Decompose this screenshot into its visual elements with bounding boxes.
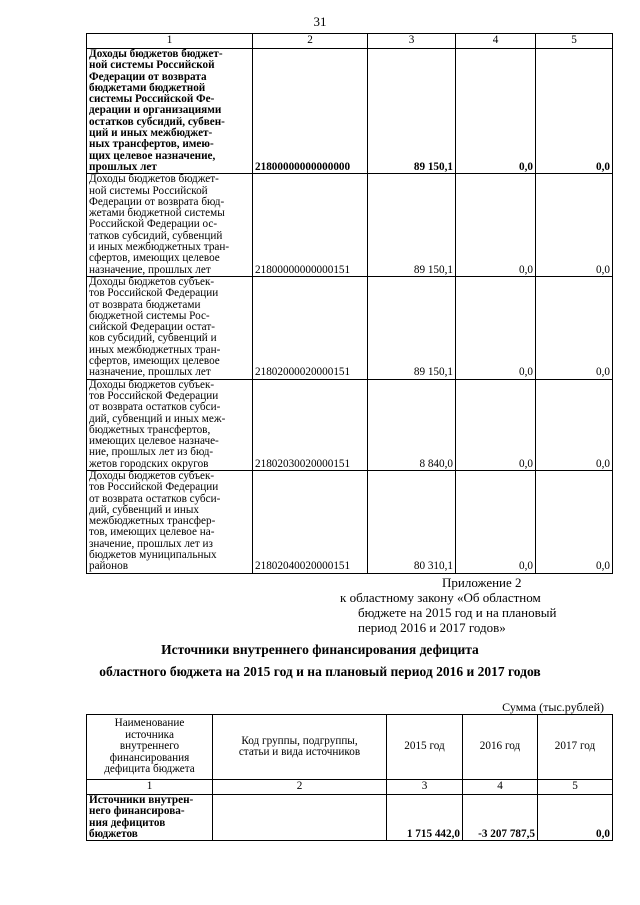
- row-value-2016: 0,0: [456, 470, 536, 573]
- row-name-line: бюджетов муниципальных: [89, 549, 217, 562]
- table-header-row: [87, 34, 613, 49]
- header-col-2: 2: [253, 34, 368, 49]
- table-row: [87, 49, 613, 174]
- row-name: [87, 49, 253, 174]
- header-col-3: 3: [368, 34, 456, 49]
- header-name-line: внутреннего: [119, 740, 180, 753]
- row-name-line: сфертов, имеющих целевое: [89, 252, 220, 265]
- header-code-line: Код группы, подгруппы,: [241, 734, 358, 747]
- row-code: 21802030020000151: [253, 379, 368, 470]
- header-2017: 2017 год: [538, 715, 613, 780]
- row-name-line: Федерации от возврата бюд-: [89, 195, 225, 208]
- row-name-line: от возврата бюджетами: [89, 298, 201, 311]
- row-name-line: щих целевое назначение,: [89, 149, 216, 162]
- row-name-line: дерации и организациями: [89, 104, 222, 117]
- revenue-table: [86, 33, 613, 574]
- row-value-2016: -3 207 787,5: [463, 795, 538, 841]
- row-name: [87, 276, 253, 379]
- row-name-line: сфертов, имеющих целевое: [89, 355, 220, 368]
- row-code: [213, 795, 387, 841]
- row-name-line: бюджетной системы Рос-: [89, 309, 210, 322]
- index-col-3: 3: [387, 780, 463, 795]
- row-value-2017: 0,0: [536, 276, 613, 379]
- index-col-5: 5: [538, 780, 613, 795]
- row-name-line: жетов городских округов: [89, 457, 209, 470]
- row-name-line: ций и иных межбюджет-: [89, 127, 213, 140]
- row-value-2015: 89 150,1: [368, 276, 456, 379]
- table-row: [87, 795, 613, 841]
- row-value-2017: 0,0: [536, 174, 613, 277]
- table-header-row: [87, 715, 613, 780]
- header-col-4: 4: [456, 34, 536, 49]
- row-code: 21802040020000151: [253, 470, 368, 573]
- row-name-line: ние, прошлых лет из бюд-: [89, 446, 214, 459]
- table-row: [87, 379, 613, 470]
- annex-line: бюджете на 2015 год и на плановый: [358, 605, 557, 620]
- header-name-line: источника: [125, 728, 174, 741]
- header-name-line: дефицита бюджета: [104, 763, 195, 776]
- row-name-line: бюджетов: [89, 827, 138, 840]
- row-value-2017: 0,0: [536, 379, 613, 470]
- row-name-line: Доходы бюджетов субъек-: [89, 469, 215, 482]
- row-name-line: дий, субвенций и иных меж-: [89, 412, 226, 425]
- annex-line: к областному закону «Об областном: [340, 590, 541, 605]
- header-name-line: финансирования: [109, 751, 190, 764]
- header-name: [87, 715, 213, 780]
- row-name-line: назначение, прошлых лет: [89, 263, 211, 276]
- table-row: [87, 174, 613, 277]
- row-name-line: назначение, прошлых лет: [89, 366, 211, 379]
- header-col-5: 5: [536, 34, 613, 49]
- row-code: 21802000020000151: [253, 276, 368, 379]
- row-name-line: иных межбюджетных тран-: [89, 343, 221, 356]
- row-name-line: прошлых лет: [89, 160, 157, 173]
- row-name-line: сийской Федерации остат-: [89, 321, 215, 334]
- row-name: [87, 174, 253, 277]
- index-col-4: 4: [463, 780, 538, 795]
- index-col-2: 2: [213, 780, 387, 795]
- row-value-2017: 0,0: [538, 795, 613, 841]
- row-name-line: имеющих целевое назначе-: [89, 435, 219, 448]
- row-name-line: ния дефицитов: [89, 816, 166, 829]
- row-name-line: и иных межбюджетных тран-: [89, 241, 230, 254]
- row-name-line: Доходы бюджетов субъек-: [89, 378, 215, 391]
- row-value-2015: 1 715 442,0: [387, 795, 463, 841]
- row-name-line: тов Российской Федерации: [89, 481, 219, 494]
- annex-note: [340, 575, 556, 635]
- row-name-line: Доходы бюджетов бюджет-: [89, 173, 219, 186]
- row-name-line: него финансирова-: [89, 805, 185, 818]
- header-code: [213, 715, 387, 780]
- row-name-line: тов, имеющих целевое на-: [89, 526, 215, 539]
- sum-unit-label: Сумма (тыс.рублей): [502, 700, 604, 714]
- row-name-line: Российской Федерации ос-: [89, 218, 218, 231]
- row-name-line: бюджетами бюджетной: [89, 81, 206, 94]
- row-value-2016: 0,0: [456, 174, 536, 277]
- row-value-2015: 89 150,1: [368, 49, 456, 174]
- row-value-2016: 0,0: [456, 276, 536, 379]
- row-value-2015: 8 840,0: [368, 379, 456, 470]
- row-name-line: бюджетных трансфертов,: [89, 423, 211, 436]
- row-name-line: системы Российской Фе-: [89, 93, 215, 106]
- row-name-line: от возврата остатков субси-: [89, 401, 221, 414]
- row-name-line: ков субсидий, субвенций и: [89, 332, 217, 345]
- row-name-line: от возврата остатков субси-: [89, 492, 221, 505]
- section-heading-line-2: областного бюджета на 2015 год и на плановый период 2016 и 2017 годов: [99, 664, 541, 679]
- financing-sources-table: [86, 714, 613, 841]
- row-name-line: районов: [89, 560, 129, 573]
- row-value-2016: 0,0: [456, 379, 536, 470]
- column-index-row: [87, 780, 613, 795]
- row-value-2015: 80 310,1: [368, 470, 456, 573]
- row-value-2016: 0,0: [456, 49, 536, 174]
- annex-title: Приложение 2: [442, 575, 522, 590]
- row-value-2015: 89 150,1: [368, 174, 456, 277]
- row-code: 21800000000000000: [253, 49, 368, 174]
- row-name-line: тов Российской Федерации: [89, 389, 219, 402]
- row-name-line: Федерации от возврата: [89, 70, 207, 83]
- row-name-line: жетами бюджетной системы: [89, 207, 225, 220]
- header-2015: 2015 год: [387, 715, 463, 780]
- row-name: [87, 795, 213, 841]
- annex-line: период 2016 и 2017 годов»: [358, 620, 506, 635]
- table-row: [87, 276, 613, 379]
- row-name-line: Источники внутрен-: [89, 794, 194, 806]
- row-name-line: Доходы бюджетов бюджет-: [89, 48, 223, 60]
- header-code-line: статьи и вида источников: [238, 746, 361, 758]
- section-heading-line-1: Источники внутреннего финансирования дефицита: [161, 642, 479, 657]
- row-value-2017: 0,0: [536, 49, 613, 174]
- header-2016: 2016 год: [463, 715, 538, 780]
- row-name-line: межбюджетных трансфер-: [89, 515, 216, 528]
- header-col-1: 1: [87, 34, 253, 49]
- row-name: [87, 470, 253, 573]
- row-name-line: значение, прошлых лет из: [89, 537, 213, 550]
- row-name-line: ных трансфертов, имею-: [89, 138, 214, 151]
- row-code: 21800000000000151: [253, 174, 368, 277]
- row-name-line: Доходы бюджетов субъек-: [89, 275, 215, 288]
- index-col-1: 1: [87, 780, 213, 795]
- row-name-line: ной системы Российской: [89, 59, 215, 72]
- header-name-line: Наименование: [114, 717, 185, 730]
- row-name-line: дий, субвенций и иных: [89, 503, 200, 516]
- row-name-line: тов Российской Федерации: [89, 287, 219, 300]
- row-name-line: ной системы Российской: [89, 184, 208, 197]
- row-name-line: татков субсидий, субвенций: [89, 229, 223, 242]
- row-value-2017: 0,0: [536, 470, 613, 573]
- row-name-line: остатков субсидий, субвен-: [89, 115, 225, 128]
- row-name: [87, 379, 253, 470]
- page-number: 31: [313, 14, 327, 29]
- table-row: [87, 470, 613, 573]
